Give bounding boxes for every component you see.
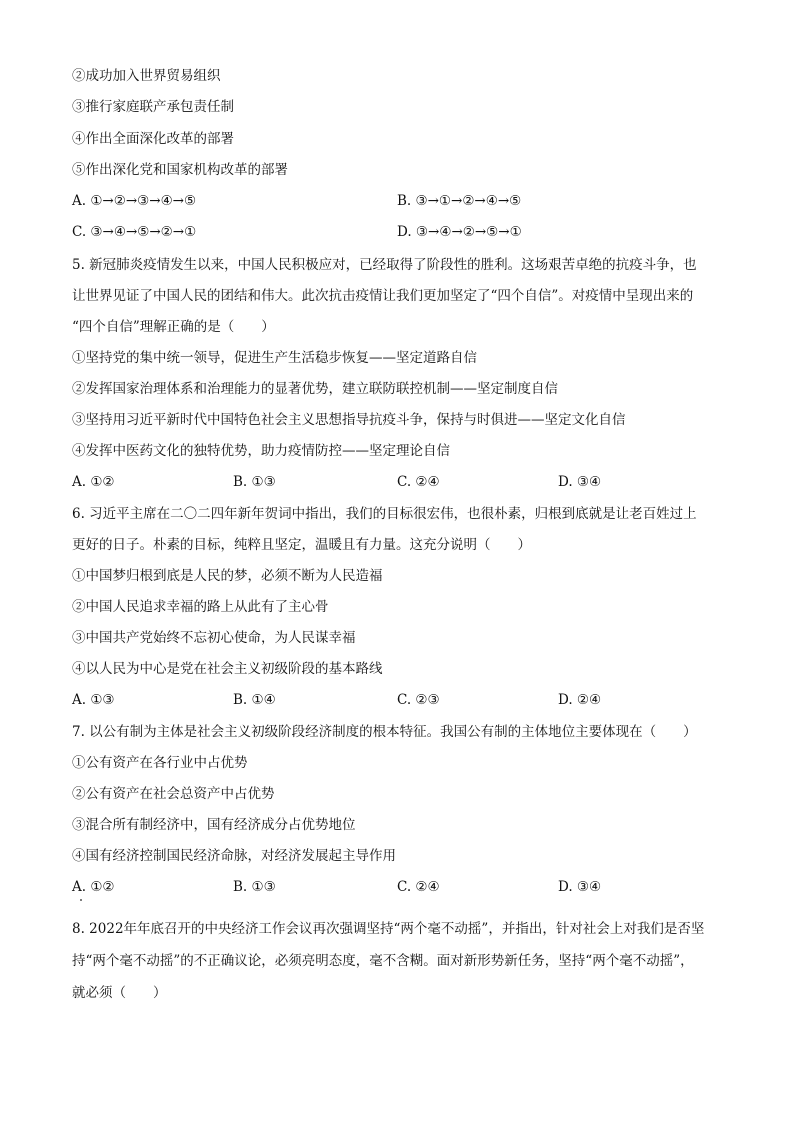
q4-item-5: ⑤作出深化党和国家机构改革的部署	[72, 162, 288, 178]
q6-option-c: C. ②③	[397, 692, 440, 708]
q7-option-d: D. ③④	[558, 879, 602, 895]
q4-option-a: A. ①→②→③→④→⑤	[72, 193, 197, 209]
q6-stem-line-1: 6. 习近平主席在二〇二四年新年贺词中指出，我们的目标很宏伟，也很朴素，归根到底就是让老百姓过上	[72, 506, 697, 522]
q5-option-c: C. ②④	[397, 474, 440, 490]
q5-option-d: D. ③④	[558, 474, 602, 490]
q5-stem-line-1: 5. 新冠肺炎疫情发生以来，中国人民积极应对，已经取得了阶段性的胜利。这场艰苦卓绝的抗疫斗争，也	[72, 257, 697, 273]
q7-item-4: ④国有经济控制国民经济命脉，对经济发展起主导作用	[72, 848, 396, 864]
stray-dot	[80, 899, 82, 901]
q6-option-a: A. ①③	[72, 692, 115, 708]
q5-item-4: ④发挥中医药文化的独特优势，助力疫情防控——坚定理论自信	[72, 443, 450, 459]
q5-option-a: A. ①②	[72, 474, 115, 490]
q5-option-b: B. ①③	[233, 474, 276, 490]
q6-item-1: ①中国梦归根到底是人民的梦，必须不断为人民造福	[72, 568, 383, 584]
q7-item-3: ③混合所有制经济中，国有经济成分占优势地位	[72, 817, 356, 833]
q6-option-d: D. ②④	[558, 692, 602, 708]
q7-option-a: A. ①②	[72, 879, 115, 895]
q8-stem-line-2: 持“两个毫不动摇”的不正确议论，必须亮明态度，毫不含糊。面对新形势新任务，坚持“两个毫不动摇”，	[72, 953, 694, 969]
q4-option-b: B. ③→①→②→④→⑤	[397, 193, 522, 209]
q6-item-2: ②中国人民追求幸福的路上从此有了主心骨	[72, 599, 329, 615]
q4-item-3: ③推行家庭联产承包责任制	[72, 99, 234, 115]
q8-stem-line-3: 就必须（ ）	[72, 985, 167, 1001]
q4-item-2: ②成功加入世界贸易组织	[72, 68, 221, 84]
q5-item-3: ③坚持用习近平新时代中国特色社会主义思想指导抗疫斗争，保持与时俱进——坚定文化自信	[72, 412, 626, 428]
q6-option-b: B. ①④	[233, 692, 276, 708]
q5-item-1: ①坚持党的集中统一领导，促进生产生活稳步恢复——坚定道路自信	[72, 350, 477, 366]
q6-item-3: ③中国共产党始终不忘初心使命，为人民谋幸福	[72, 630, 356, 646]
q7-item-1: ①公有资产在各行业中占优势	[72, 755, 248, 771]
q6-item-4: ④以人民为中心是党在社会主义初级阶段的基本路线	[72, 661, 383, 677]
q8-stem-line-1: 8. 2022年年底召开的中央经济工作会议再次强调坚持“两个毫不动摇”，并指出，针对社会上对我们是否坚	[72, 921, 705, 937]
q6-stem-line-2: 更好的日子。朴素的目标，纯粹且坚定，温暖且有力量。这充分说明（ ）	[72, 537, 531, 553]
q7-stem-line-1: 7. 以公有制为主体是社会主义初级阶段经济制度的根本特征。我国公有制的主体地位主要体现在（ ）	[72, 724, 697, 740]
q7-item-2: ②公有资产在社会总资产中占优势	[72, 786, 275, 802]
q5-stem-line-3: “四个自信”理解正确的是（ ）	[72, 319, 275, 335]
q7-option-c: C. ②④	[397, 879, 440, 895]
q5-item-2: ②发挥国家治理体系和治理能力的显著优势，建立联防联控机制——坚定制度自信	[72, 381, 558, 397]
q4-option-c: C. ③→④→⑤→②→①	[72, 224, 197, 240]
q5-stem-line-2: 让世界见证了中国人民的团结和伟大。此次抗击疫情让我们更加坚定了“四个自信”。对疫情中呈现出来的	[72, 288, 694, 304]
q4-option-d: D. ③→④→②→⑤→①	[397, 224, 522, 240]
q4-item-4: ④作出全面深化改革的部署	[72, 131, 234, 147]
q7-option-b: B. ①③	[233, 879, 276, 895]
